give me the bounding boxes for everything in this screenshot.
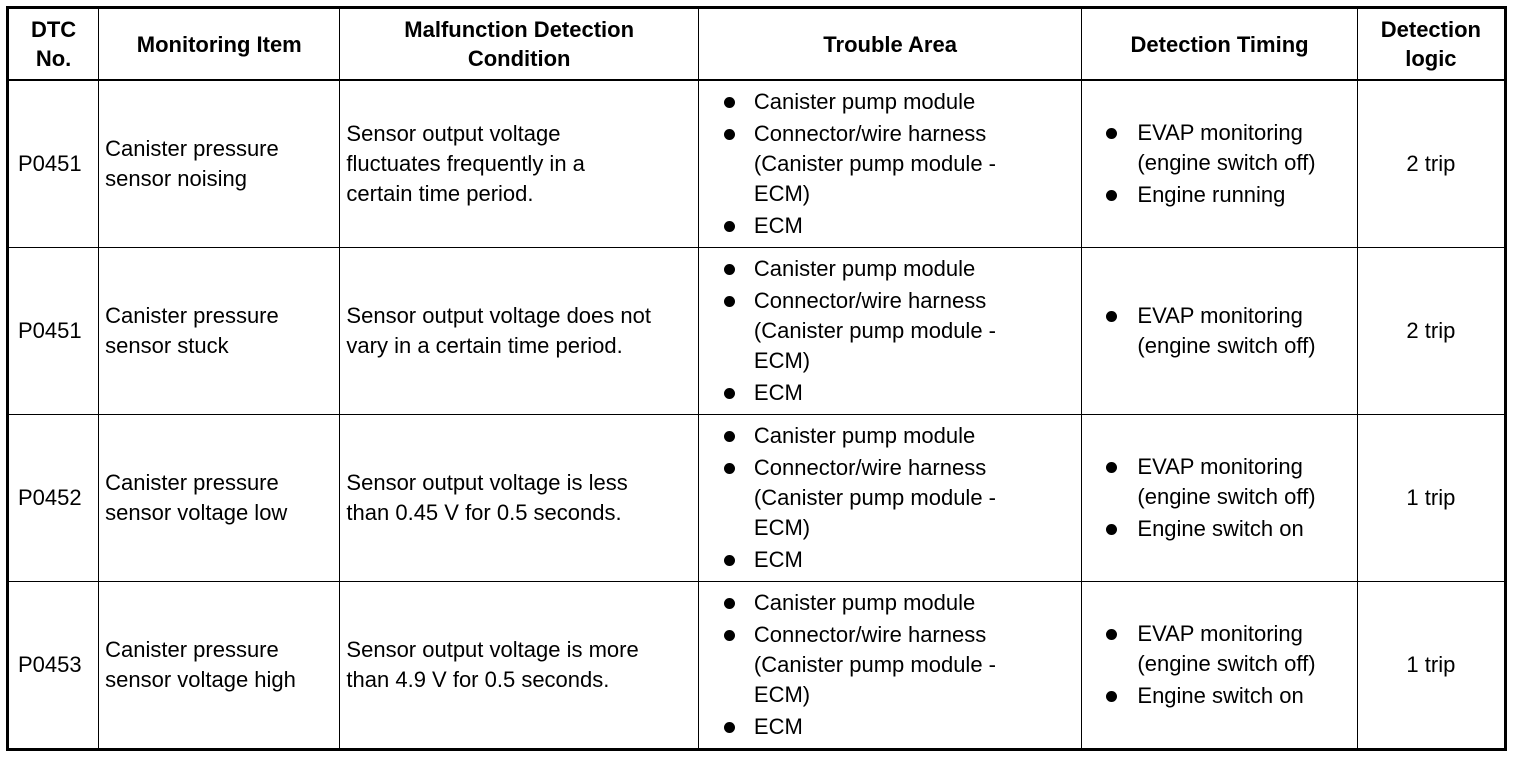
header-detection-timing: Detection Timing — [1082, 8, 1357, 81]
list-item — [1082, 118, 1356, 178]
detection-timing-list — [1082, 452, 1356, 544]
trouble-area — [698, 582, 1082, 750]
trouble-area — [698, 80, 1082, 248]
list-item — [699, 254, 1082, 284]
bullet-icon — [724, 264, 735, 275]
list-item-text: Canister pump module — [753, 590, 976, 615]
list-item — [699, 620, 1082, 710]
bullet-icon — [1106, 524, 1117, 535]
table-row — [8, 415, 1506, 582]
detection-logic: 1 trip — [1357, 582, 1505, 750]
list-item — [1082, 301, 1356, 361]
trouble-area-list — [699, 588, 1082, 742]
list-item — [699, 211, 1082, 241]
dtc-code: P0452 — [8, 415, 99, 582]
list-item-text: EVAP monitoring (engine switch off) — [1137, 303, 1316, 358]
bullet-icon — [724, 296, 735, 307]
list-item — [1082, 514, 1356, 544]
list-item-text: ECM — [753, 547, 803, 572]
bullet-icon — [1106, 691, 1117, 702]
bullet-icon — [1106, 462, 1117, 473]
list-item — [1082, 452, 1356, 512]
header-malfunction-condition: Malfunction Detection Condition — [340, 8, 698, 81]
trouble-area-list — [699, 87, 1082, 241]
header-detection-logic: Detection logic — [1357, 8, 1505, 81]
table-body — [8, 80, 1506, 750]
list-item — [699, 421, 1082, 451]
detection-timing — [1082, 80, 1357, 248]
list-item — [699, 588, 1082, 618]
list-item-text: Connector/wire harness (Canister pump module - ECM) — [753, 288, 996, 373]
dtc-code: P0453 — [8, 582, 99, 750]
detection-condition: Sensor output voltage does not vary in a certain time period. — [340, 248, 698, 415]
bullet-icon — [724, 722, 735, 733]
list-item — [699, 87, 1082, 117]
list-item — [699, 378, 1082, 408]
detection-timing-list — [1082, 118, 1356, 210]
detection-logic: 2 trip — [1357, 248, 1505, 415]
table-row — [8, 582, 1506, 750]
list-item-text: Engine switch on — [1137, 683, 1304, 708]
list-item-text: Engine running — [1137, 182, 1286, 207]
list-item-text: Connector/wire harness (Canister pump module - ECM) — [753, 455, 996, 540]
list-item-text: ECM — [753, 714, 803, 739]
list-item — [1082, 619, 1356, 679]
bullet-icon — [724, 598, 735, 609]
list-item — [699, 545, 1082, 575]
bullet-icon — [724, 129, 735, 140]
list-item-text: EVAP monitoring (engine switch off) — [1137, 120, 1316, 175]
bullet-icon — [1106, 128, 1117, 139]
detection-timing-list — [1082, 619, 1356, 711]
list-item-text: ECM — [753, 213, 803, 238]
trouble-area — [698, 248, 1082, 415]
list-item-text: ECM — [753, 380, 803, 405]
list-item-text: Engine switch on — [1137, 516, 1304, 541]
trouble-area-list — [699, 254, 1082, 408]
detection-timing — [1082, 248, 1357, 415]
bullet-icon — [724, 97, 735, 108]
list-item-text: Canister pump module — [753, 256, 976, 281]
dtc-code: P0451 — [8, 80, 99, 248]
detection-timing — [1082, 582, 1357, 750]
bullet-icon — [724, 630, 735, 641]
header-monitoring-item: Monitoring Item — [99, 8, 340, 81]
table-row — [8, 248, 1506, 415]
monitoring-item: Canister pressure sensor stuck — [99, 248, 340, 415]
detection-condition: Sensor output voltage is less than 0.45 V for 0.5 seconds. — [340, 415, 698, 582]
dtc-table — [6, 6, 1507, 751]
detection-condition: Sensor output voltage fluctuates frequently in a certain time period. — [340, 80, 698, 248]
detection-logic: 1 trip — [1357, 415, 1505, 582]
list-item-text: Connector/wire harness (Canister pump module - ECM) — [753, 121, 996, 206]
list-item-text: Canister pump module — [753, 423, 976, 448]
detection-logic: 2 trip — [1357, 80, 1505, 248]
bullet-icon — [1106, 311, 1117, 322]
detection-timing-list — [1082, 301, 1356, 361]
bullet-icon — [724, 463, 735, 474]
detection-timing — [1082, 415, 1357, 582]
bullet-icon — [724, 221, 735, 232]
header-trouble-area: Trouble Area — [698, 8, 1082, 81]
list-item — [699, 453, 1082, 543]
list-item-text: Canister pump module — [753, 89, 976, 114]
list-item — [1082, 681, 1356, 711]
trouble-area-list — [699, 421, 1082, 575]
list-item — [699, 286, 1082, 376]
table-header — [8, 8, 1506, 81]
bullet-icon — [1106, 190, 1117, 201]
detection-condition: Sensor output voltage is more than 4.9 V for 0.5 seconds. — [340, 582, 698, 750]
bullet-icon — [1106, 629, 1117, 640]
header-row — [8, 8, 1506, 81]
list-item-text: EVAP monitoring (engine switch off) — [1137, 621, 1316, 676]
bullet-icon — [724, 388, 735, 399]
list-item-text: EVAP monitoring (engine switch off) — [1137, 454, 1316, 509]
list-item — [1082, 180, 1356, 210]
monitoring-item: Canister pressure sensor noising — [99, 80, 340, 248]
list-item — [699, 119, 1082, 209]
table-row — [8, 80, 1506, 248]
trouble-area — [698, 415, 1082, 582]
list-item-text: Connector/wire harness (Canister pump module - ECM) — [753, 622, 996, 707]
monitoring-item: Canister pressure sensor voltage high — [99, 582, 340, 750]
bullet-icon — [724, 555, 735, 566]
bullet-icon — [724, 431, 735, 442]
monitoring-item: Canister pressure sensor voltage low — [99, 415, 340, 582]
header-dtc-no: DTC No. — [8, 8, 99, 81]
dtc-code: P0451 — [8, 248, 99, 415]
list-item — [699, 712, 1082, 742]
